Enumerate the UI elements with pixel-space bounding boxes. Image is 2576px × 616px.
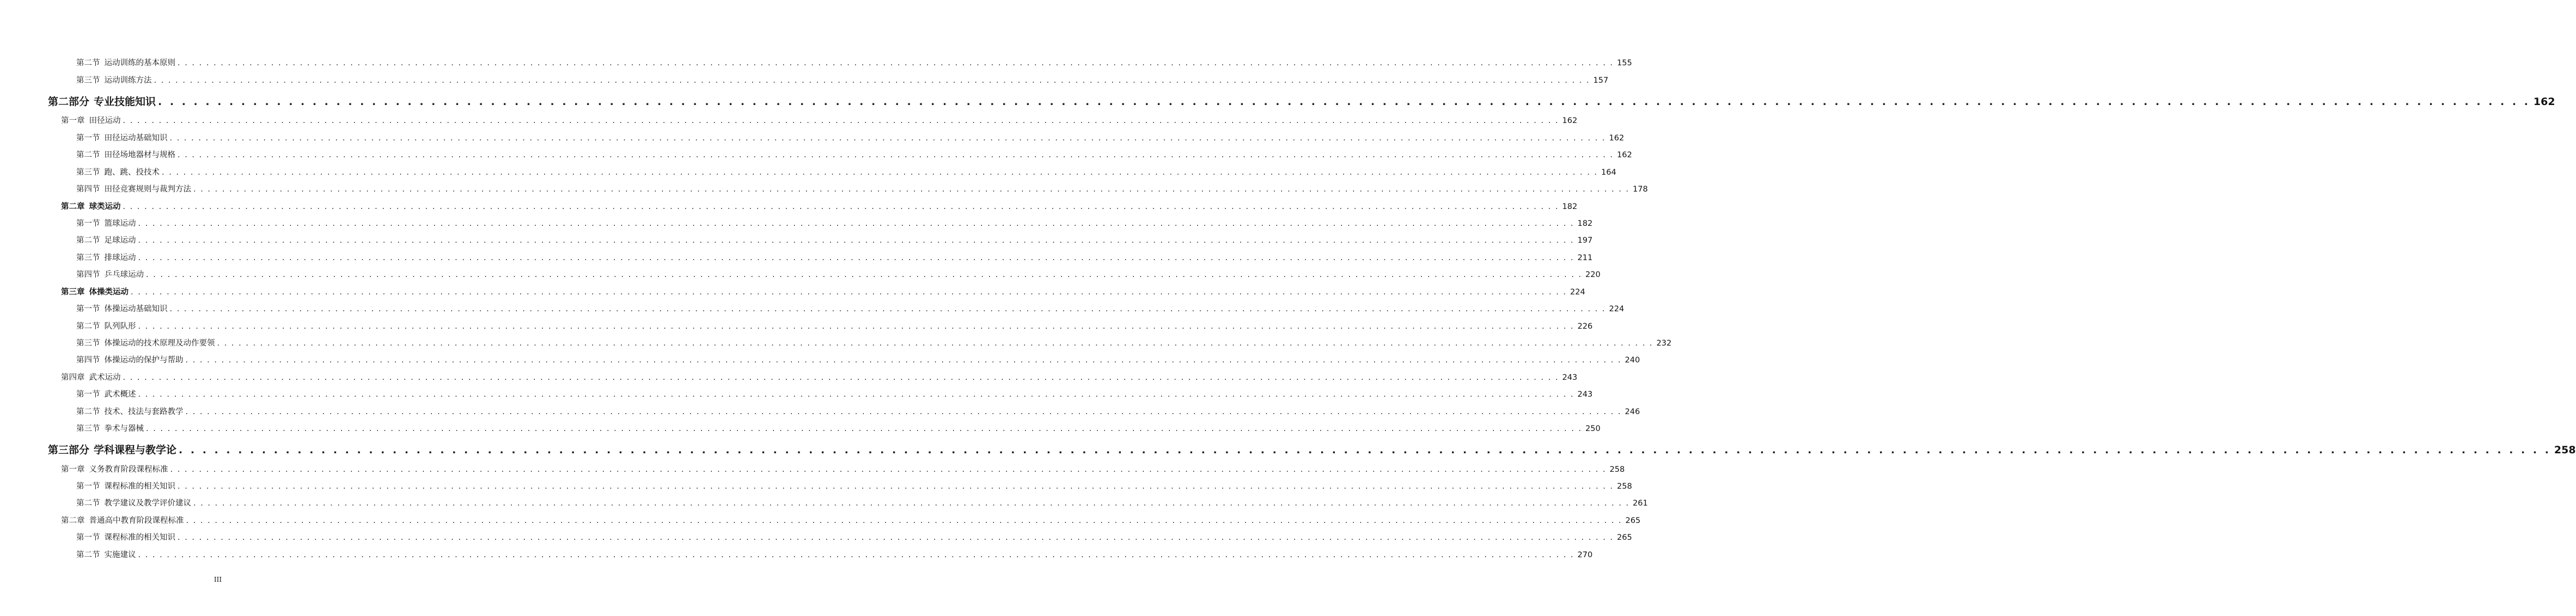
toc-entry-number: 第三章 xyxy=(61,288,85,297)
toc-entry-label xyxy=(61,463,170,475)
toc-entry-section[interactable] xyxy=(76,183,1648,194)
toc-entry-section[interactable] xyxy=(76,531,1632,543)
toc-entry-number: 第二章 xyxy=(61,516,85,525)
toc-entry-page: 211 xyxy=(1577,254,1593,262)
toc-entry-number: 第一节 xyxy=(76,533,100,542)
toc-entry-section[interactable] xyxy=(76,57,1632,68)
toc-entry-title: 田径运动 xyxy=(89,116,121,125)
dot-leader: . . . . . . . . . . . . . . . . . . . . . . . . . . . . . . . . . . . . . . . . . . . . . . . . . . . . . . . . . . . . . . . . . . . . . . . . . . . . . . . . . . . . . . . . . . . . . . . . . . . . . . . . . . . . . . . . . . . . . . . . . . . . . . . . . . . . . . . . . . . . . . . . . . . . . . . . . . . . . . . . . . . . . . . . . . . . . . . . . . . . . . . . . . . . . . . . . . . . . . . . xyxy=(169,134,1606,143)
toc-entry-title: 田径竞赛规则与裁判方法 xyxy=(104,185,191,194)
toc-entry-label xyxy=(76,337,217,348)
dot-leader: . . . . . . . . . . . . . . . . . . . . . . . . . . . . . . . . . . . . . . . . . . . . . . . . . . . . . . . . . . . . . . . . . . . . . . . . . . . . . . . . . . . . . . . . . . . . . . . . . . . . . . . . . . . . . . . . . . . . . . . . . . . . . . . . . . . . . . . . . . . . . . . . . . . . . . . . . . . . . . . . . . . . . . . . . . . . . . . . . . . . . . . . . . . . . . . . . . . . . . . . xyxy=(178,151,1614,159)
dot-leader: . . . . . . . . . . . . . . . . . . . . . . . . . . . . . . . . . . . . . . . . . . . . . . . . . . . . . . . . . . . . . . . . . . . . . . . . . . . . . . . . . . . . . . . . . . . . . . . . . . . . . . . . . . . . . . . . . . . . . . . . . . . . . . . . . . . . . . . . . . . . . . . . . . . . . . . . . . . . . . . . . . . . . . . . . . . . . . . . . . . . . . . . . . . . . . . . . . . . . . . . xyxy=(170,465,1607,474)
toc-entry-page: 157 xyxy=(1593,76,1609,85)
toc-entry-number: 第二节 xyxy=(76,236,100,245)
toc-entry-label xyxy=(76,57,178,68)
toc-entry-title: 课程标准的相关知识 xyxy=(104,533,175,542)
toc-entry-page: 232 xyxy=(1656,339,1672,348)
toc-entry-section[interactable] xyxy=(76,74,1609,85)
toc-entry-chapter[interactable] xyxy=(61,200,1578,212)
toc-entry-label xyxy=(76,303,170,314)
dot-leader: . . . . . . . . . . . . . . . . . . . . . . . . . . . . . . . . . . . . . . . . . . . . . . . . . . . . . . . . . . . . . . . . . . . . . . . . . . . . . . . . . . . . . . . . . . . . . . . . . . . . . . . . . . . . . . . . . . . . . . . . . . . . . . . . . . . . . . . . . . . . . . . . . . . . . . . . . . . . . . . . . . . . . . . . . . . . . . . . . . . . . . . . . . . . . . . . . . . . . . . . xyxy=(138,390,1574,399)
toc-entry-label xyxy=(61,200,123,212)
toc-entry-number: 第三节 xyxy=(76,254,100,262)
dot-leader: . . . . . . . . . . . . . . . . . . . . . . . . . . . . . . . . . . . . . . . . . . . . . . . . . . . . . . . . . . . . . . . . . . . . . . . . . . . . . . . . . . . . . . . . . . . . . . . . . . . . . . . . . . . . . . . . . . . . . . . . . . . . . . . . . . . . . . . . . . . . . . . . . . . . . . . . . . . . . . . . . . . . . . . . . . . . . . . . . . . . . . . . . . . . . . . . . . . . . . . . xyxy=(217,339,1653,348)
dot-leader: . . . . . . . . . . . . . . . . . . . . . . . . . . . . . . . . . . . . . . . . . . . . . . . . . . . . . . . . . . . . . . . . . . . . . . . . . . . . . . . . . . . . . . . . . . . . . . . . . . . . . . . . . . . . . . . . . . . . . . . . . . . . . . . . . . . . . . . . . . . . . . . . . . . . . . . . . . . . . . . . . . . . . . . . . . . . . . . . . . . . . . . . . . . . . . . . . . . . . . . . xyxy=(138,322,1574,331)
toc-entry-title: 跑、跳、投技术 xyxy=(104,168,160,177)
dot-leader: . . . . . . . . . . . . . . . . . . . . . . . . . . . . . . . . . . . . . . . . . . . . . . . . . . . . . . . . . . . . . . . . . . . . . . . . . . . . . . . . . . . . . . . . . . . . . . . . . . . . . . . . . . . . . . . . . . . . . . . . . . . . . . . . . . . . . . . . . . . . . . . . . . . . . . . . . . . . . . . . . . . . . . . . . . . . . . . . . . . . . . . . . . . . . . . . . . . . . . . . xyxy=(179,444,2551,456)
toc-entry-title: 田径场地器材与规格 xyxy=(104,151,175,159)
dot-leader: . . . . . . . . . . . . . . . . . . . . . . . . . . . . . . . . . . . . . . . . . . . . . . . . . . . . . . . . . . . . . . . . . . . . . . . . . . . . . . . . . . . . . . . . . . . . . . . . . . . . . . . . . . . . . . . . . . . . . . . . . . . . . . . . . . . . . . . . . . . . . . . . . . . . . . . . . . . . . . . . . . . . . . . . . . . . . . . . . . . . . . . . . . . . . . . . . . . . . . . . xyxy=(138,254,1574,262)
toc-entry-title: 篮球运动 xyxy=(104,219,136,228)
toc-entry-number: 第三部分 xyxy=(48,444,90,456)
dot-leader: . . . . . . . . . . . . . . . . . . . . . . . . . . . . . . . . . . . . . . . . . . . . . . . . . . . . . . . . . . . . . . . . . . . . . . . . . . . . . . . . . . . . . . . . . . . . . . . . . . . . . . . . . . . . . . . . . . . . . . . . . . . . . . . . . . . . . . . . . . . . . . . . . . . . . . . . . . . . . . . . . . . . . . . . . . . . . . . . . . . . . . . . . . . . . . . . . . . . . . . . xyxy=(123,116,1559,125)
toc-entry-label xyxy=(76,74,154,85)
toc-entry-label xyxy=(76,531,178,543)
toc-entry-number: 第四节 xyxy=(76,185,100,194)
toc-entry-section[interactable] xyxy=(76,303,1625,314)
toc-entry-section[interactable] xyxy=(76,549,1593,560)
toc-entry-title: 实施建议 xyxy=(104,551,136,559)
toc-entry-label xyxy=(76,480,178,491)
toc-entry-label xyxy=(61,114,123,126)
toc-entry-title: 专业技能知识 xyxy=(94,96,156,108)
toc-entry-title: 田径运动基础知识 xyxy=(104,134,168,143)
toc-entry-label xyxy=(76,217,138,229)
toc-entry-page: 224 xyxy=(1570,288,1585,297)
toc-entry-section[interactable] xyxy=(76,251,1593,263)
toc-entry-number: 第二节 xyxy=(76,499,100,508)
toc-entry-title: 球类运动 xyxy=(89,202,121,211)
toc-entry-title: 足球运动 xyxy=(104,236,136,245)
toc-entry-title: 体操运动的保护与帮助 xyxy=(104,356,184,365)
toc-entry-page: 258 xyxy=(1609,465,1625,474)
toc-entry-title: 课程标准的相关知识 xyxy=(104,482,175,491)
toc-entry-title: 乒乓球运动 xyxy=(104,270,144,279)
toc-entry-number: 第三节 xyxy=(76,76,100,85)
toc-entry-number: 第二节 xyxy=(76,59,100,67)
toc-entry-chapter[interactable] xyxy=(61,114,1578,126)
toc-entry-section[interactable] xyxy=(76,234,1593,245)
toc-entry-chapter[interactable] xyxy=(61,371,1578,383)
toc-entry-title: 教学建议及教学评价建议 xyxy=(104,499,191,508)
toc-entry-title: 普通高中教育阶段课程标准 xyxy=(89,516,184,525)
toc-entry-label xyxy=(76,234,138,245)
toc-entry-title: 体操类运动 xyxy=(89,288,129,297)
toc-entry-page: 164 xyxy=(1601,168,1616,177)
toc-entry-number: 第四章 xyxy=(61,373,85,382)
toc-entry-page: 162 xyxy=(1609,134,1625,143)
toc-entry-title: 体操运动的技术原理及动作要领 xyxy=(104,339,215,348)
toc-entry-page: 162 xyxy=(1617,151,1632,159)
toc-entry-number: 第四节 xyxy=(76,356,100,365)
toc-entry-label xyxy=(48,442,179,457)
toc-entry-number: 第一节 xyxy=(76,390,100,399)
dot-leader: . . . . . . . . . . . . . . . . . . . . . . . . . . . . . . . . . . . . . . . . . . . . . . . . . . . . . . . . . . . . . . . . . . . . . . . . . . . . . . . . . . . . . . . . . . . . . . . . . . . . . . . . . . . . . . . . . . . . . . . . . . . . . . . . . . . . . . . . . . . . . . . . . . . . . . . . . . . . . . . . . . . . . . . . . . . . . . . . . . . . . . . . . . . . . . . . . . . . . . . . xyxy=(178,482,1614,491)
dot-leader: . . . . . . . . . . . . . . . . . . . . . . . . . . . . . . . . . . . . . . . . . . . . . . . . . . . . . . . . . . . . . . . . . . . . . . . . . . . . . . . . . . . . . . . . . . . . . . . . . . . . . . . . . . . . . . . . . . . . . . . . . . . . . . . . . . . . . . . . . . . . . . . . . . . . . . . . . . . . . . . . . . . . . . . . . . . . . . . . . . . . . . . . . . . . . . . . . . . . . . . . xyxy=(123,202,1559,211)
toc-entry-number: 第三节 xyxy=(76,339,100,348)
toc-entry-section[interactable] xyxy=(76,268,1601,280)
toc-entry-label xyxy=(76,268,146,280)
toc-entry-page: 240 xyxy=(1625,356,1640,365)
toc-entry-section[interactable] xyxy=(76,480,1632,491)
toc-entry-number: 第一章 xyxy=(61,116,85,125)
dot-leader: . . . . . . . . . . . . . . . . . . . . . . . . . . . . . . . . . . . . . . . . . . . . . . . . . . . . . . . . . . . . . . . . . . . . . . . . . . . . . . . . . . . . . . . . . . . . . . . . . . . . . . . . . . . . . . . . . . . . . . . . . . . . . . . . . . . . . . . . . . . . . . . . . . . . . . . . . . . . . . . . . . . . . . . . . . . . . . . . . . . . . . . . . . . . . . . . . . . . . . . . xyxy=(193,499,1630,508)
toc-entry-number: 第二节 xyxy=(76,551,100,559)
toc-entry-label xyxy=(76,149,178,160)
toc-entry-section[interactable] xyxy=(76,132,1625,143)
dot-leader: . . . . . . . . . . . . . . . . . . . . . . . . . . . . . . . . . . . . . . . . . . . . . . . . . . . . . . . . . . . . . . . . . . . . . . . . . . . . . . . . . . . . . . . . . . . . . . . . . . . . . . . . . . . . . . . . . . . . . . . . . . . . . . . . . . . . . . . . . . . . . . . . . . . . . . . . . . . . . . . . . . . . . . . . . . . . . . . . . . . . . . . . . . . . . . . . . . . . . . . . xyxy=(169,305,1606,313)
dot-leader: . . . . . . . . . . . . . . . . . . . . . . . . . . . . . . . . . . . . . . . . . . . . . . . . . . . . . . . . . . . . . . . . . . . . . . . . . . . . . . . . . . . . . . . . . . . . . . . . . . . . . . . . . . . . . . . . . . . . . . . . . . . . . . . . . . . . . . . . . . . . . . . . . . . . . . . . . . . . . . . . . . . . . . . . . . . . . . . . . . . . . . . . . . . . . . . . . . . . . . . . xyxy=(185,356,1622,365)
toc-entry-title: 排球运动 xyxy=(104,254,136,262)
toc-entry-label xyxy=(76,405,186,417)
toc-entry-label xyxy=(76,183,193,194)
dot-leader: . . . . . . . . . . . . . . . . . . . . . . . . . . . . . . . . . . . . . . . . . . . . . . . . . . . . . . . . . . . . . . . . . . . . . . . . . . . . . . . . . . . . . . . . . . . . . . . . . . . . . . . . . . . . . . . . . . . . . . . . . . . . . . . . . . . . . . . . . . . . . . . . . . . . . . . . . . . . . . . . . . . . . . . . . . . . . . . . . . . . . . . . . . . . . . . . . . . . . . . . xyxy=(138,236,1574,245)
toc-entry-title: 运动训练的基本原则 xyxy=(104,59,175,67)
toc-entry-number: 第二节 xyxy=(76,322,100,331)
toc-entry-page: 182 xyxy=(1577,219,1593,228)
toc-entry-number: 第三节 xyxy=(76,168,100,177)
toc-entry-page: 250 xyxy=(1585,424,1601,433)
toc-entry-page: 162 xyxy=(1562,116,1578,125)
toc-entry-part[interactable] xyxy=(48,94,2555,108)
page-number: III xyxy=(213,576,222,583)
toc-entry-number: 第二章 xyxy=(61,202,85,211)
dot-leader: . . . . . . . . . . . . . . . . . . . . . . . . . . . . . . . . . . . . . . . . . . . . . . . . . . . . . . . . . . . . . . . . . . . . . . . . . . . . . . . . . . . . . . . . . . . . . . . . . . . . . . . . . . . . . . . . . . . . . . . . . . . . . . . . . . . . . . . . . . . . . . . . . . . . . . . . . . . . . . . . . . . . . . . . . . . . . . . . . . . . . . . . . . . . . . . . . . . . . . . . xyxy=(178,533,1614,542)
toc-entry-number: 第一节 xyxy=(76,219,100,228)
toc-entry-title: 体操运动基础知识 xyxy=(104,305,168,313)
toc-entry-number: 第一章 xyxy=(61,465,85,474)
toc-entry-title: 队列队形 xyxy=(104,322,136,331)
toc-entry-part[interactable] xyxy=(48,442,2576,457)
toc-entry-label xyxy=(76,549,138,560)
toc-entry-section[interactable] xyxy=(76,337,1672,348)
toc-entry-section[interactable] xyxy=(76,354,1640,365)
toc-entry-page: 226 xyxy=(1577,322,1593,331)
toc-entry-label xyxy=(48,94,158,108)
toc-entry-label xyxy=(76,422,146,434)
toc-entry-number: 第二部分 xyxy=(48,96,90,108)
toc-entry-number: 第一节 xyxy=(76,482,100,491)
toc-entry-title: 武术运动 xyxy=(89,373,121,382)
toc-entry-title: 运动训练方法 xyxy=(104,76,152,85)
toc-entry-title: 武术概述 xyxy=(104,390,136,399)
toc-entry-number: 第二节 xyxy=(76,408,100,416)
toc-entry-chapter[interactable] xyxy=(61,514,1641,526)
dot-leader: . . . . . . . . . . . . . . . . . . . . . . . . . . . . . . . . . . . . . . . . . . . . . . . . . . . . . . . . . . . . . . . . . . . . . . . . . . . . . . . . . . . . . . . . . . . . . . . . . . . . . . . . . . . . . . . . . . . . . . . . . . . . . . . . . . . . . . . . . . . . . . . . . . . . . . . . . . . . . . . . . . . . . . . . . . . . . . . . . . . . . . . . . . . . . . . . . . . . . . . . xyxy=(193,185,1630,194)
toc-entry-label xyxy=(76,166,162,177)
dot-leader: . . . . . . . . . . . . . . . . . . . . . . . . . . . . . . . . . . . . . . . . . . . . . . . . . . . . . . . . . . . . . . . . . . . . . . . . . . . . . . . . . . . . . . . . . . . . . . . . . . . . . . . . . . . . . . . . . . . . . . . . . . . . . . . . . . . . . . . . . . . . . . . . . . . . . . . . . . . . . . . . . . . . . . . . . . . . . . . . . . . . . . . . . . . . . . . . . . . . . . . . xyxy=(178,59,1614,67)
dot-leader: . . . . . . . . . . . . . . . . . . . . . . . . . . . . . . . . . . . . . . . . . . . . . . . . . . . . . . . . . . . . . . . . . . . . . . . . . . . . . . . . . . . . . . . . . . . . . . . . . . . . . . . . . . . . . . . . . . . . . . . . . . . . . . . . . . . . . . . . . . . . . . . . . . . . . . . . . . . . . . . . . . . . . . . . . . . . . . . . . . . . . . . . . . . . . . . . . . . . . . . . xyxy=(185,408,1622,416)
dot-leader: . . . . . . . . . . . . . . . . . . . . . . . . . . . . . . . . . . . . . . . . . . . . . . . . . . . . . . . . . . . . . . . . . . . . . . . . . . . . . . . . . . . . . . . . . . . . . . . . . . . . . . . . . . . . . . . . . . . . . . . . . . . . . . . . . . . . . . . . . . . . . . . . . . . . . . . . . . . . . . . . . . . . . . . . . . . . . . . . . . . . . . . . . . . . . . . . . . . . . . . . xyxy=(138,219,1574,228)
toc-entry-label xyxy=(76,388,138,399)
toc-entry-section[interactable] xyxy=(76,320,1593,331)
toc-entry-section[interactable] xyxy=(76,217,1593,229)
toc-entry-page: 258 xyxy=(1617,482,1632,491)
dot-leader: . . . . . . . . . . . . . . . . . . . . . . . . . . . . . . . . . . . . . . . . . . . . . . . . . . . . . . . . . . . . . . . . . . . . . . . . . . . . . . . . . . . . . . . . . . . . . . . . . . . . . . . . . . . . . . . . . . . . . . . . . . . . . . . . . . . . . . . . . . . . . . . . . . . . . . . . . . . . . . . . . . . . . . . . . . . . . . . . . . . . . . . . . . . . . . . . . . . . . . . . xyxy=(131,288,1567,297)
toc-entry-label xyxy=(76,320,138,331)
toc-entry-page: 265 xyxy=(1617,533,1632,542)
toc-entry-label xyxy=(76,497,193,508)
toc-entry-number: 第一节 xyxy=(76,134,100,143)
toc-entry-chapter[interactable] xyxy=(61,463,1625,475)
toc-entry-page: 265 xyxy=(1625,516,1641,525)
dot-leader: . . . . . . . . . . . . . . . . . . . . . . . . . . . . . . . . . . . . . . . . . . . . . . . . . . . . . . . . . . . . . . . . . . . . . . . . . . . . . . . . . . . . . . . . . . . . . . . . . . . . . . . . . . . . . . . . . . . . . . . . . . . . . . . . . . . . . . . . . . . . . . . . . . . . . . . . . . . . . . . . . . . . . . . . . . . . . . . . . . . . . . . . . . . . . . . . . . . . . . . . xyxy=(146,270,1583,279)
toc-entry-page: 258 xyxy=(2554,444,2576,456)
toc-entry-chapter[interactable] xyxy=(61,286,1585,297)
toc-entry-page: 270 xyxy=(1577,551,1593,559)
toc-entry-title: 义务教育阶段课程标准 xyxy=(89,465,168,474)
toc-entry-section[interactable] xyxy=(76,388,1593,399)
dot-leader: . . . . . . . . . . . . . . . . . . . . . . . . . . . . . . . . . . . . . . . . . . . . . . . . . . . . . . . . . . . . . . . . . . . . . . . . . . . . . . . . . . . . . . . . . . . . . . . . . . . . . . . . . . . . . . . . . . . . . . . . . . . . . . . . . . . . . . . . . . . . . . . . . . . . . . . . . . . . . . . . . . . . . . . . . . . . . . . . . . . . . . . . . . . . . . . . . . . . . . . . xyxy=(138,551,1574,559)
dot-leader: . . . . . . . . . . . . . . . . . . . . . . . . . . . . . . . . . . . . . . . . . . . . . . . . . . . . . . . . . . . . . . . . . . . . . . . . . . . . . . . . . . . . . . . . . . . . . . . . . . . . . . . . . . . . . . . . . . . . . . . . . . . . . . . . . . . . . . . . . . . . . . . . . . . . . . . . . . . . . . . . . . . . . . . . . . . . . . . . . . . . . . . . . . . . . . . . . . . . . . . . xyxy=(154,76,1590,85)
toc-entry-page: 224 xyxy=(1609,305,1625,313)
toc-entry-section[interactable] xyxy=(76,166,1616,177)
dot-leader: . . . . . . . . . . . . . . . . . . . . . . . . . . . . . . . . . . . . . . . . . . . . . . . . . . . . . . . . . . . . . . . . . . . . . . . . . . . . . . . . . . . . . . . . . . . . . . . . . . . . . . . . . . . . . . . . . . . . . . . . . . . . . . . . . . . . . . . . . . . . . . . . . . . . . . . . . . . . . . . . . . . . . . . . . . . . . . . . . . . . . . . . . . . . . . . . . . . . . . . . xyxy=(186,516,1622,525)
dot-leader: . . . . . . . . . . . . . . . . . . . . . . . . . . . . . . . . . . . . . . . . . . . . . . . . . . . . . . . . . . . . . . . . . . . . . . . . . . . . . . . . . . . . . . . . . . . . . . . . . . . . . . . . . . . . . . . . . . . . . . . . . . . . . . . . . . . . . . . . . . . . . . . . . . . . . . . . . . . . . . . . . . . . . . . . . . . . . . . . . . . . . . . . . . . . . . . . . . . . . . . . xyxy=(123,373,1559,382)
toc-entry-label xyxy=(76,354,186,365)
toc-entry-label xyxy=(76,251,138,263)
toc-entry-label xyxy=(61,371,123,383)
toc-entry-label xyxy=(61,286,131,297)
toc-entry-page: 246 xyxy=(1625,408,1640,416)
toc-entry-page: 243 xyxy=(1562,373,1578,382)
toc-entry-page: 197 xyxy=(1577,236,1593,245)
toc-entry-number: 第一节 xyxy=(76,305,100,313)
dot-leader: . . . . . . . . . . . . . . . . . . . . . . . . . . . . . . . . . . . . . . . . . . . . . . . . . . . . . . . . . . . . . . . . . . . . . . . . . . . . . . . . . . . . . . . . . . . . . . . . . . . . . . . . . . . . . . . . . . . . . . . . . . . . . . . . . . . . . . . . . . . . . . . . . . . . . . . . . . . . . . . . . . . . . . . . . . . . . . . . . . . . . . . . . . . . . . . . . . . . . . . . xyxy=(162,168,1598,177)
toc-entry-section[interactable] xyxy=(76,405,1640,417)
toc-entry-page: 261 xyxy=(1633,499,1648,508)
toc-entry-number: 第二节 xyxy=(76,151,100,159)
toc-entry-label xyxy=(76,132,170,143)
dot-leader: . . . . . . . . . . . . . . . . . . . . . . . . . . . . . . . . . . . . . . . . . . . . . . . . . . . . . . . . . . . . . . . . . . . . . . . . . . . . . . . . . . . . . . . . . . . . . . . . . . . . . . . . . . . . . . . . . . . . . . . . . . . . . . . . . . . . . . . . . . . . . . . . . . . . . . . . . . . . . . . . . . . . . . . . . . . . . . . . . . . . . . . . . . . . . . . . . . . . . . . . xyxy=(158,96,2530,108)
toc-entry-title: 技术、技法与套路教学 xyxy=(104,408,184,416)
toc-entry-number: 第三节 xyxy=(76,424,100,433)
toc-entry-title: 学科课程与教学论 xyxy=(94,444,177,456)
toc-entry-label xyxy=(61,514,186,526)
toc-entry-section[interactable] xyxy=(76,149,1632,160)
toc-entry-section[interactable] xyxy=(76,422,1601,434)
toc-entry-number: 第四节 xyxy=(76,270,100,279)
dot-leader: . . . . . . . . . . . . . . . . . . . . . . . . . . . . . . . . . . . . . . . . . . . . . . . . . . . . . . . . . . . . . . . . . . . . . . . . . . . . . . . . . . . . . . . . . . . . . . . . . . . . . . . . . . . . . . . . . . . . . . . . . . . . . . . . . . . . . . . . . . . . . . . . . . . . . . . . . . . . . . . . . . . . . . . . . . . . . . . . . . . . . . . . . . . . . . . . . . . . . . . . xyxy=(146,424,1583,433)
toc-entry-page: 155 xyxy=(1617,59,1632,67)
toc-entry-page: 220 xyxy=(1585,270,1601,279)
toc-entry-page: 182 xyxy=(1562,202,1578,211)
toc-entry-section[interactable] xyxy=(76,497,1648,508)
toc-entry-page: 178 xyxy=(1633,185,1648,194)
toc-entry-title: 拳术与器械 xyxy=(104,424,144,433)
toc-entry-page: 162 xyxy=(2533,96,2555,108)
toc-entry-page: 243 xyxy=(1577,390,1593,399)
